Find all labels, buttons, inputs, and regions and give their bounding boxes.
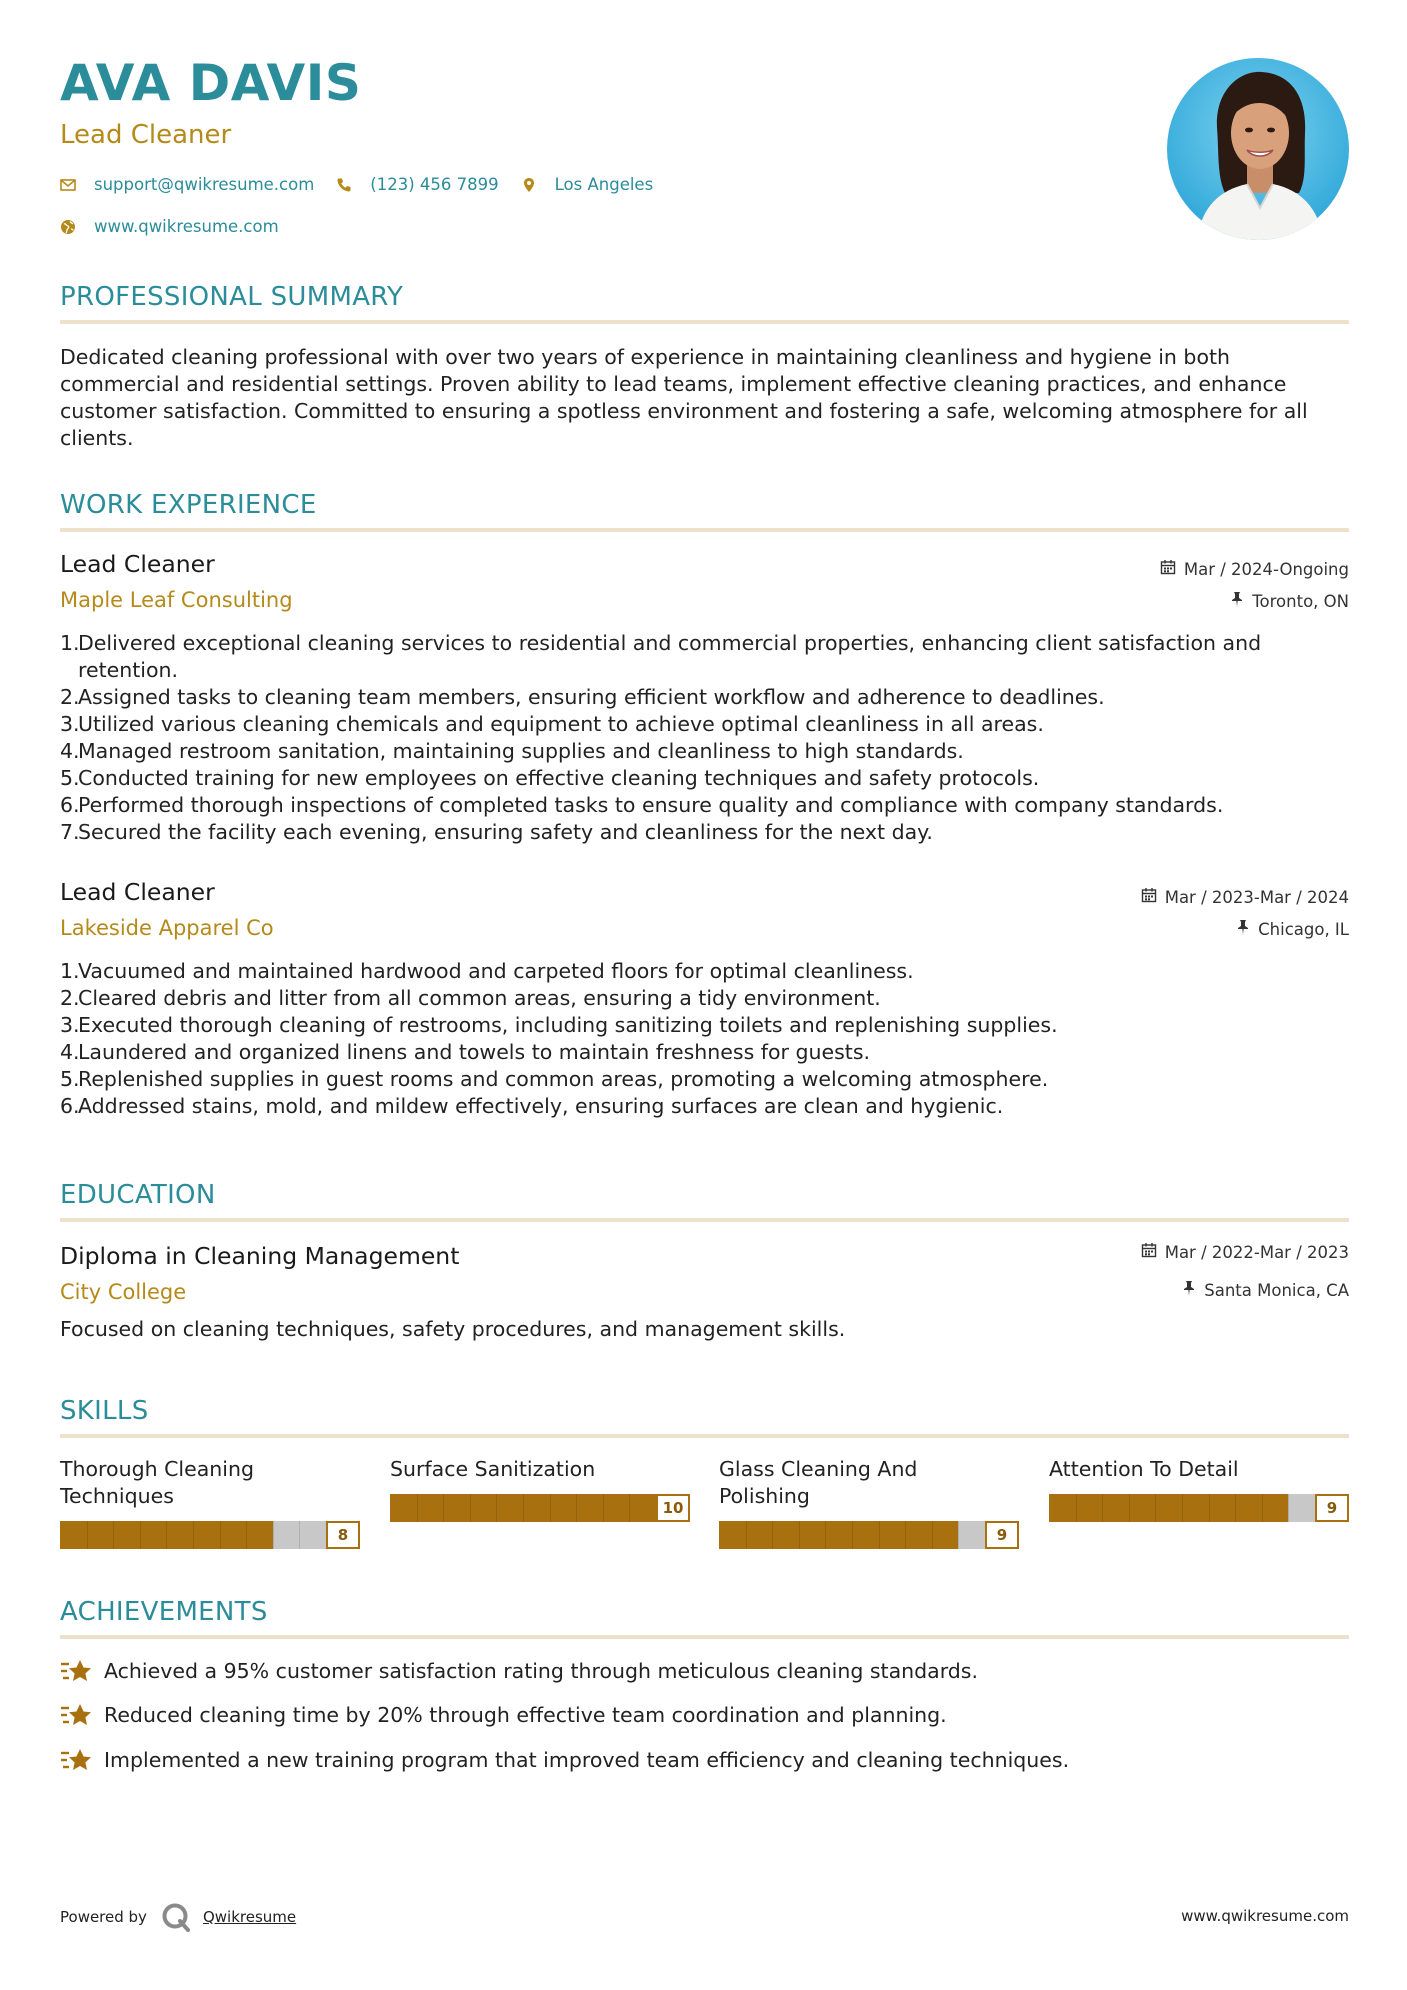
achievement-item — [60, 1658, 978, 1684]
calendar-icon — [1141, 1242, 1157, 1262]
achievements-heading: ACHIEVEMENTS — [60, 1597, 268, 1627]
section-divider — [60, 528, 1349, 532]
skill-bar — [390, 1494, 690, 1522]
skill-bar-segment — [799, 1521, 800, 1549]
list-item: 4. Managed restroom sanitation, maintaining supplies and cleanliness to high standards. — [60, 739, 964, 763]
list-item: 6. Performed thorough inspections of completed tasks to ensure quality and compliance with company standards. — [60, 793, 1224, 817]
company-name: Maple Leaf Consulting — [60, 588, 293, 612]
skill-bar-segment — [87, 1521, 88, 1549]
skill-item — [719, 1456, 1019, 1544]
skill-bar-segment — [905, 1521, 906, 1549]
achievement-text: Reduced cleaning time by 20% through effective team coordination and planning. — [104, 1703, 947, 1727]
degree-name: Diploma in Cleaning Management — [60, 1242, 460, 1270]
skill-bar-segment — [825, 1521, 826, 1549]
list-item: 6. Addressed stains, mold, and mildew effectively, ensuring surfaces are clean and hygienic. — [60, 1094, 1004, 1118]
skill-item — [60, 1456, 360, 1544]
star-award-icon — [60, 1702, 92, 1728]
skill-score: 9 — [1315, 1494, 1349, 1522]
skill-name: Glass Cleaning And Polishing — [719, 1457, 918, 1508]
pushpin-icon — [1182, 1280, 1196, 1300]
list-item: 5. Conducted training for new employees on effective cleaning techniques and safety protocols. — [60, 766, 1040, 790]
education-dates — [1141, 1242, 1349, 1262]
education-description: Focused on cleaning techniques, safety procedures, and management skills. — [60, 1317, 846, 1341]
website-link[interactable]: www.qwikresume.com — [94, 217, 279, 236]
skill-bar-segment — [417, 1494, 418, 1522]
skill-bar-segment — [1262, 1494, 1263, 1522]
phone-text[interactable]: (123) 456 7899 — [370, 175, 499, 194]
skill-bar-segment — [1209, 1494, 1210, 1522]
achievement-text: Implemented a new training program that improved team efficiency and cleaning techniques. — [104, 1748, 1070, 1772]
powered-by-label: Powered by — [60, 1908, 147, 1926]
skill-bar-segment — [932, 1521, 933, 1549]
skill-bar-segment — [1235, 1494, 1236, 1522]
school-name: City College — [60, 1280, 187, 1304]
section-divider — [60, 1635, 1349, 1639]
list-item: 5. Replenished supplies in guest rooms and common areas, promoting a welcoming atmosphere. — [60, 1067, 1049, 1091]
contact-row — [60, 175, 675, 194]
globe-icon — [60, 219, 76, 235]
achievement-item — [60, 1702, 947, 1728]
skill-bar-segment — [1155, 1494, 1156, 1522]
list-item: 3. Utilized various cleaning chemicals and equipment to achieve optimal cleanliness in all areas. — [60, 712, 1044, 736]
list-item: 1. Delivered exceptional cleaning services to residential and commercial properties, enhancing client satisfaction and retention. — [60, 631, 1262, 682]
phone-icon — [336, 177, 352, 193]
job-location-text: Toronto, ON — [1252, 591, 1349, 611]
footer-website-link[interactable]: www.qwikresume.com — [1181, 1907, 1349, 1925]
skill-bar — [1049, 1494, 1349, 1522]
job-dates-text: Mar / 2024-Ongoing — [1183, 559, 1349, 579]
skill-bar-segment — [958, 1521, 959, 1549]
calendar-icon — [1141, 887, 1157, 907]
job-title: Lead Cleaner — [60, 878, 215, 906]
list-item: 2. Cleared debris and litter from all common areas, ensuring a tidy environment. — [60, 986, 881, 1010]
skill-bar-segment — [470, 1494, 471, 1522]
skill-bar-segment — [1102, 1494, 1103, 1522]
star-award-icon — [60, 1747, 92, 1773]
list-item: 2. Assigned tasks to cleaning team members, ensuring efficient workflow and adherence to deadlines. — [60, 685, 1105, 709]
skill-bar-segment — [246, 1521, 247, 1549]
job-location-text: Chicago, IL — [1258, 919, 1349, 939]
skills-heading: SKILLS — [60, 1396, 149, 1426]
skill-bar — [60, 1521, 360, 1549]
skill-bar-segment — [1129, 1494, 1130, 1522]
skill-bar-segment — [746, 1521, 747, 1549]
skill-bar-segment — [140, 1521, 141, 1549]
envelope-icon — [60, 177, 76, 193]
job-duties-list — [60, 958, 1349, 1120]
company-name: Lakeside Apparel Co — [60, 916, 274, 940]
skill-bar-segment — [193, 1521, 194, 1549]
experience-heading: WORK EXPERIENCE — [60, 490, 317, 520]
education-location-text: Santa Monica, CA — [1204, 1280, 1349, 1300]
skill-bar-segment — [576, 1494, 577, 1522]
skill-bar-segment — [550, 1494, 551, 1522]
skill-bar-segment — [1182, 1494, 1183, 1522]
skill-bar-segment — [1076, 1494, 1077, 1522]
summary-text: Dedicated cleaning professional with over two years of experience in maintaining cleanliness and hygiene in both commercial and residential settings. Proven ability to lead teams, implement effective cleaning practices, and enhance customer satisfaction. Committed to ensuring a spotless environment and fostering a safe, welcoming atmosphere for all clients. — [60, 345, 1308, 450]
skill-score: 9 — [985, 1521, 1019, 1549]
skill-bar-segment — [443, 1494, 444, 1522]
education-location — [1182, 1280, 1349, 1300]
candidate-role: Lead Cleaner — [60, 120, 232, 150]
qwikresume-logo-icon — [161, 1902, 191, 1932]
skill-name: Attention To Detail — [1049, 1457, 1239, 1481]
job-dates-text: Mar / 2023-Mar / 2024 — [1164, 887, 1349, 907]
skill-bar-segment — [603, 1494, 604, 1522]
job-location — [1230, 591, 1349, 611]
skill-bar-segment — [299, 1521, 300, 1549]
skill-bar — [719, 1521, 1019, 1549]
skill-bar-segment — [220, 1521, 221, 1549]
job-duties-list — [60, 630, 1349, 846]
list-item: 1. Vacuumed and maintained hardwood and carpeted floors for optimal cleanliness. — [60, 959, 914, 983]
skill-bar-segment — [273, 1521, 274, 1549]
section-divider — [60, 320, 1349, 324]
map-pin-icon — [521, 177, 537, 193]
section-divider — [60, 1434, 1349, 1438]
education-dates-text: Mar / 2022-Mar / 2023 — [1164, 1242, 1349, 1262]
section-divider — [60, 1218, 1349, 1222]
profile-photo — [1167, 58, 1349, 240]
footer-powered-by — [60, 1902, 296, 1932]
skill-bar-segment — [113, 1521, 114, 1549]
skill-bar-segment — [496, 1494, 497, 1522]
skill-bar-segment — [166, 1521, 167, 1549]
list-item: 7. Secured the facility each evening, ensuring safety and cleanliness for the next day. — [60, 820, 933, 844]
contact-row-website — [60, 217, 301, 236]
education-heading: EDUCATION — [60, 1180, 216, 1210]
job-dates — [1160, 559, 1349, 579]
job-location — [1236, 919, 1349, 939]
achievement-text: Achieved a 95% customer satisfaction rating through meticulous cleaning standards. — [104, 1659, 979, 1683]
skill-name: Surface Sanitization — [390, 1457, 596, 1481]
skill-name: Thorough Cleaning Techniques — [60, 1457, 254, 1508]
skill-bar-segment — [523, 1494, 524, 1522]
star-award-icon — [60, 1658, 92, 1684]
achievement-item — [60, 1747, 1069, 1773]
job-title: Lead Cleaner — [60, 550, 215, 578]
pushpin-icon — [1230, 591, 1244, 611]
pushpin-icon — [1236, 919, 1250, 939]
skill-score: 8 — [326, 1521, 360, 1549]
skill-bar-segment — [1288, 1494, 1289, 1522]
skill-item — [390, 1456, 690, 1517]
candidate-name: AVA DAVIS — [60, 54, 362, 112]
skill-item — [1049, 1456, 1349, 1517]
calendar-icon — [1160, 559, 1176, 579]
skill-bar-segment — [852, 1521, 853, 1549]
summary-heading: PROFESSIONAL SUMMARY — [60, 282, 404, 312]
location-text: Los Angeles — [554, 175, 654, 194]
list-item: 4. Laundered and organized linens and towels to maintain freshness for guests. — [60, 1040, 871, 1064]
qwikresume-link[interactable]: Qwikresume — [202, 1908, 297, 1926]
list-item: 3. Executed thorough cleaning of restrooms, including sanitizing toilets and replenishing supplies. — [60, 1013, 1058, 1037]
skill-bar-segment — [879, 1521, 880, 1549]
skill-score: 10 — [656, 1494, 690, 1522]
job-dates — [1141, 887, 1349, 907]
email-link[interactable]: support@qwikresume.com — [94, 175, 315, 194]
skill-bar-segment — [772, 1521, 773, 1549]
skill-bar-segment — [629, 1494, 630, 1522]
